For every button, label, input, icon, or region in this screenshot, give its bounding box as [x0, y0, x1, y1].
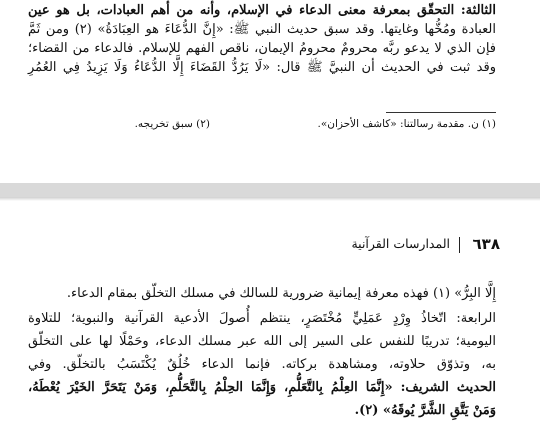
text-line: العبادة ومُخُّها وغايتها. وقد سبق حديث النبي ﷺ: «إِنَّ الدُّعَاءَ هو العِبَادَةُ» (٢) ومن ثَمَّ — [28, 22, 497, 37]
text-line: به، وتذوّق حلاوته، ومشاهدة بركاته. فإنما الدعاء خُلُقٌ يُكْتَسَبُ بالتخلّق. وفي — [28, 357, 496, 372]
page-edge — [0, 197, 540, 201]
bottom-page — [0, 197, 540, 439]
running-head: المدارسات القرآنية — [351, 236, 450, 251]
header-divider — [459, 237, 461, 253]
text-line: اليومية؛ تدريبًا للنفس على السير إلى الله عبر مسلك الدعاء، وحَمْلًا لها على التخلّق — [28, 334, 496, 349]
text-line: إِلَّا البِرُّ» (١) فهذه معرفة إيمانية ضرورية للسالك في مسلك التخلّق بمقام الدعاء. — [66, 286, 496, 301]
page-number: ٦٣٨ — [472, 235, 500, 253]
page-header — [28, 235, 500, 257]
top-page — [0, 0, 540, 183]
text-line: وقد ثبت في الحديث أن النبيَّ ﷺ قال: «لَا يَرُدُّ القَضَاءَ إِلَّا الدُّعَاءُ وَلَا يَزِيدُ فِي العُمُرِ — [28, 60, 496, 75]
footnote-1: (١) ن. مقدمة رسالتنا: «كاشف الأحزان». — [317, 118, 496, 130]
text-line: الرابعة: اتّخاذُ وِرْدٍ عَمَلِيٍّ مُخْتَصَرٍ، ينتظم أُصولَ الأدعية القرآنية والنبوية؛ للتلاوة — [28, 311, 496, 326]
text-line: الثالثة: التحقّق بمعرفة معنى الدعاء في الإسلام، وأنه من أهم العبادات، بل هو عين — [28, 3, 496, 18]
text-line: فإن الذي لا يدعو ربَّه محرومٌ محرومُ الإيمان، ناقص الفهم للإسلام. فالدعاء من القضاء؛ — [28, 41, 496, 56]
footnote-2: (٢) سبق تخريجه. — [134, 118, 210, 130]
footnote-separator — [386, 112, 496, 113]
text-line: وَمَنْ يَتَّقِ الشَّرَّ يُوقَهُ» (٢). — [354, 403, 496, 418]
text-line: الحديث الشريف: «إِنَّمَا العِلْمُ بِالتَّعَلُّمِ، وَإِنَّمَا الحِلْمُ بِالتَّحَلُّمِ، وَمَنْ يَتَحَرَّ الخَيْرَ يُعْطَهُ، — [28, 380, 496, 395]
